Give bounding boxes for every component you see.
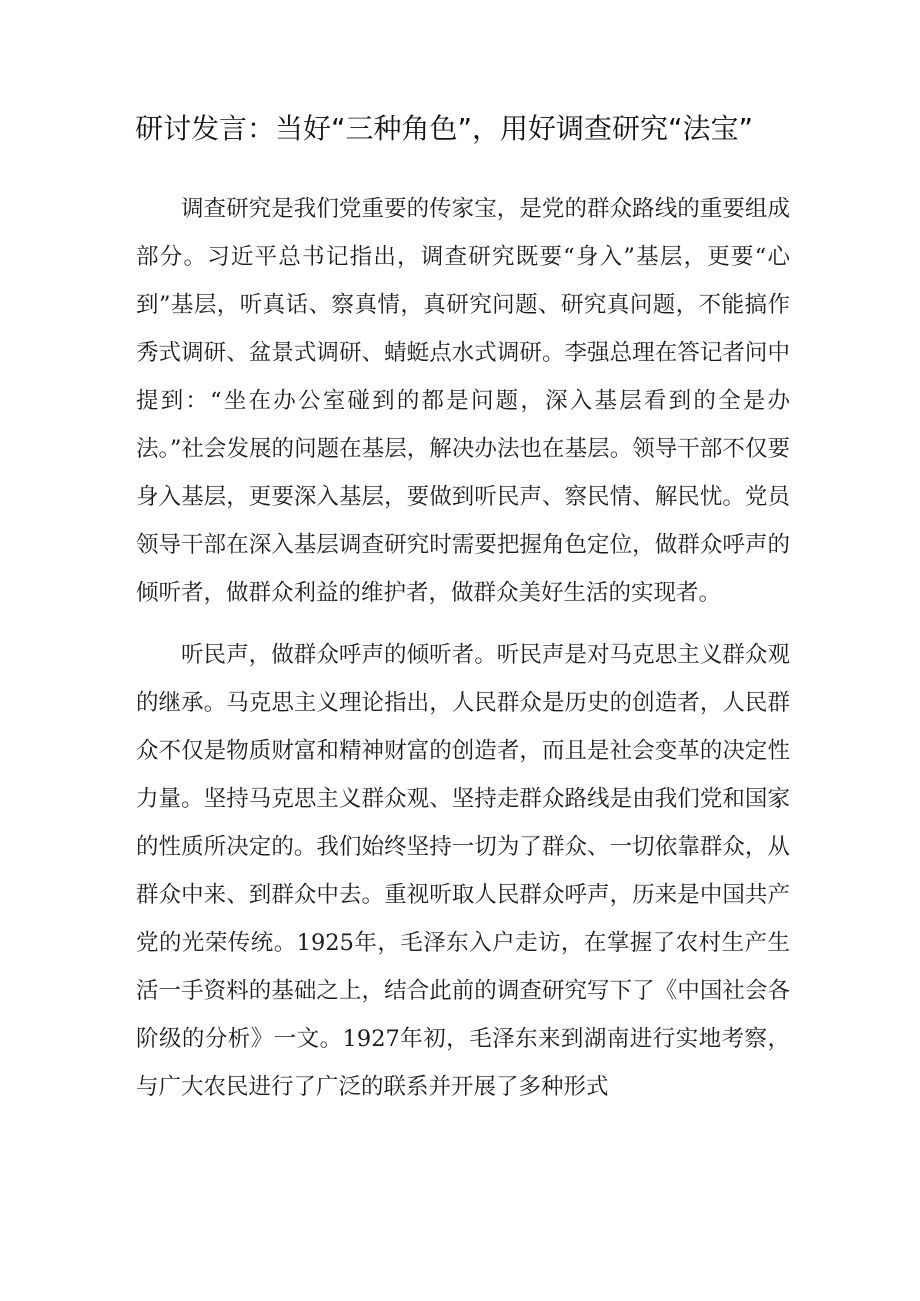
document-title: 研讨发言：当好“三种角色”，用好调查研究“法宝” [135,112,754,145]
paragraph-intro: 调查研究是我们党重要的传家宝，是党的群众路线的重要组成部分。习近平总书记指出，调查研究既要“身入”基层，更要“心到”基层，听真话、察真情，真研究问题、研究真问题，不能搞作秀式调研、盆景式调研、蜻蜓点水式调研。李强总理在答记者问中提到：“坐在办公室碰到的都是问题，深入基层看到的全是办法。”社会发展的问题在基层，解决办法也在基层。领导干部不仅要身入基层，更要深入基层，要做到听民声、察民情、解民忧。党员领导干部在深入基层调查研究时需要把握角色定位，做群众呼声的倾听者，做群众利益的维护者，做群众美好生活的实现者。 [136,196,790,606]
document-body [136,185,790,1111]
paragraph-listen-to-people: 听民声，做群众呼声的倾听者。听民声是对马克思主义群众观的继承。马克思主义理论指出，人民群众是历史的创造者，人民群众不仅是物质财富和精神财富的创造者，而且是社会变革的决定性力量。坚持马克思主义群众观、坚持走群众路线是由我们党和国家的性质所决定的。我们始终坚持一切为了群众、一切依靠群众，从群众中来、到群众中去。重视听取人民群众呼声，历来是中国共产党的光荣传统。1925年，毛泽东入户走访，在掌握了农村生产生活一手资料的基础之上，结合此前的调查研究写下了《中国社会各阶级的分析》一文。1927年初，毛泽东来到湖南进行实地考察，与广大农民进行了广泛的联系并开展了多种形式 [136,642,790,1100]
